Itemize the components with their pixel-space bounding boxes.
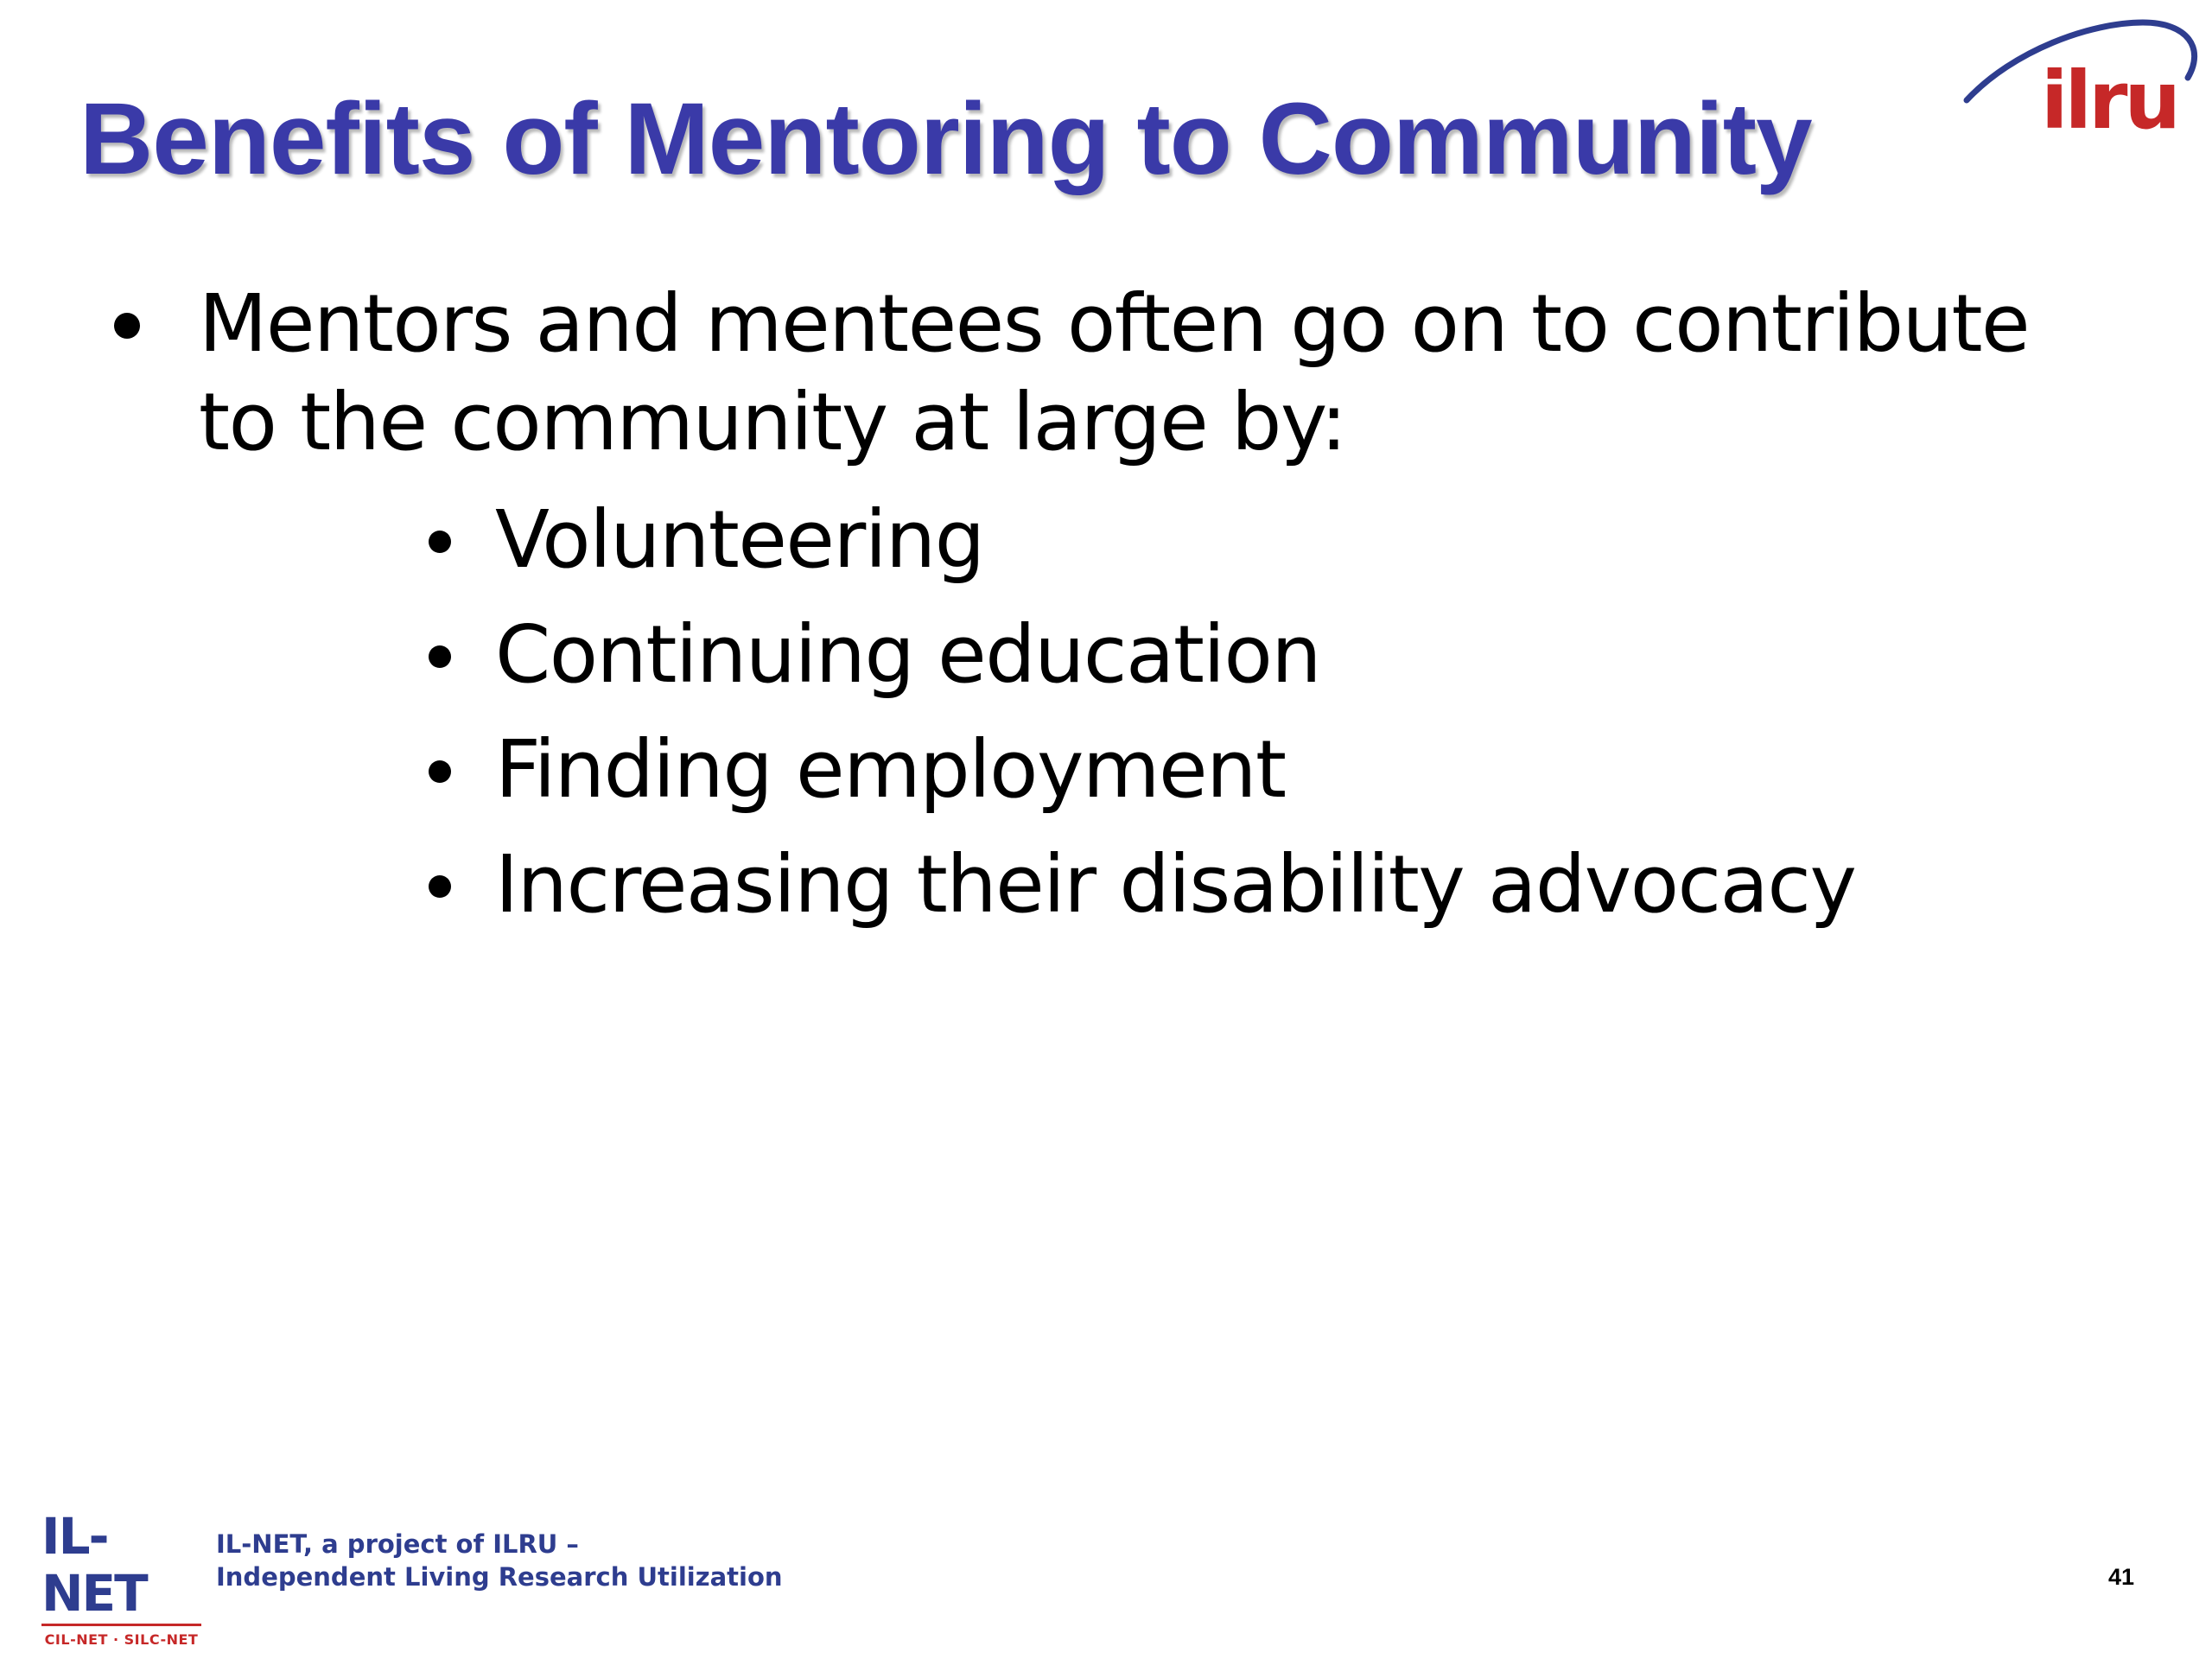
ilnet-logo-subtitle: CIL-NET · SILC-NET: [44, 1631, 199, 1648]
main-bullet-text: Mentors and mentees often go on to contribute to the community at large by:: [199, 277, 2030, 468]
main-bullet: [0, 275, 2212, 942]
sub-bullet-text: Volunteering: [495, 493, 984, 586]
footer-tagline: [216, 1528, 783, 1593]
footer-tagline-line2: Independent Living Research Utilization: [216, 1562, 783, 1592]
footer-tagline-line1: IL-NET, a project of ILRU –: [216, 1529, 579, 1559]
bullet-dot: [114, 313, 140, 339]
ilnet-logo-rule: [41, 1624, 201, 1626]
sub-bullet-dot: [429, 531, 451, 553]
ilnet-logo: [41, 1508, 201, 1648]
sub-bullet-dot: [429, 875, 451, 898]
slide-title: Benefits of Mentoring to Community: [79, 82, 1812, 196]
sub-bullet-text: Continuing education: [495, 608, 1321, 701]
sub-bullet-text: Increasing their disability advocacy: [495, 838, 1856, 931]
sub-bullet-item: [199, 827, 2160, 942]
ilru-logo-text: ilru: [2041, 54, 2177, 147]
ilnet-logo-name: IL-NET: [41, 1507, 147, 1623]
sub-bullet-item: [199, 712, 2160, 827]
sub-bullet-list: [199, 482, 2160, 942]
ilru-logo: [1961, 16, 2203, 154]
sub-bullet-text: Finding employment: [495, 723, 1286, 816]
page-number: 41: [2108, 1564, 2135, 1590]
sub-bullet-item: [199, 482, 2160, 597]
sub-bullet-dot: [429, 760, 451, 783]
sub-bullet-item: [199, 597, 2160, 712]
bullet-list: [0, 275, 2212, 942]
sub-bullet-dot: [429, 645, 451, 668]
